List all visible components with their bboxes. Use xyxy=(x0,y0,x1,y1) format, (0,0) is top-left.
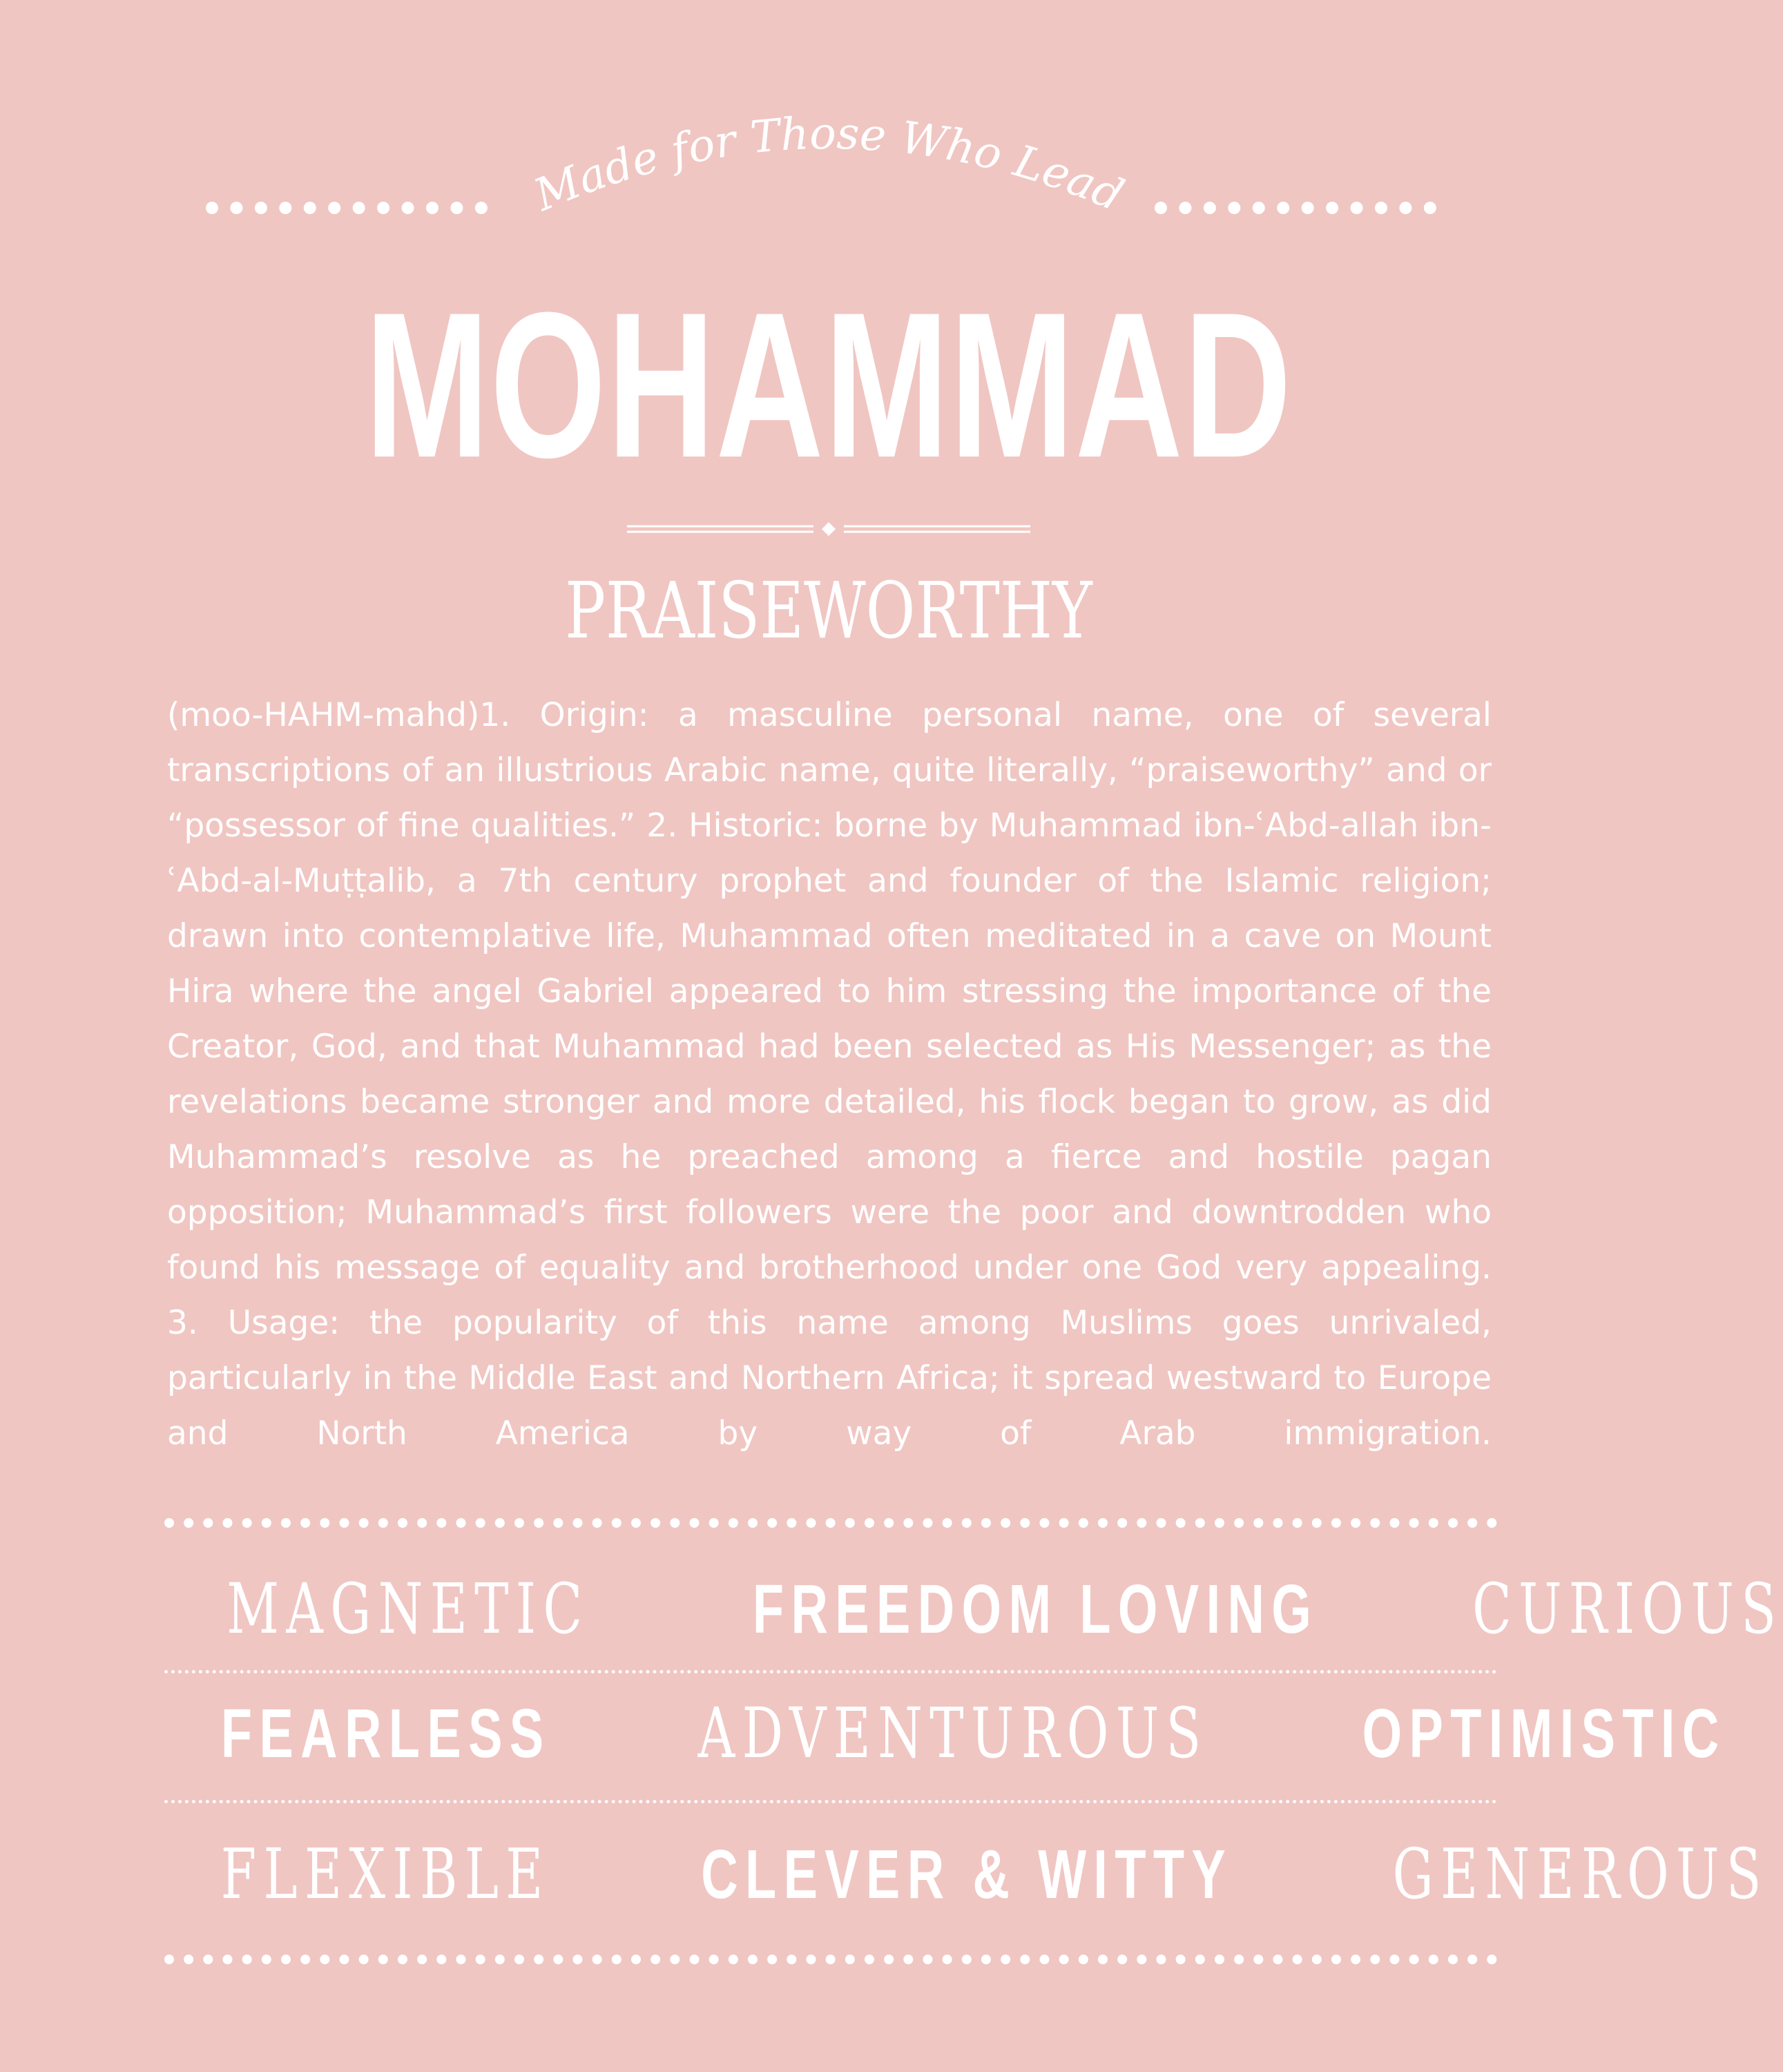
trait-fearless: FEARLESS xyxy=(220,1695,551,1772)
diamond-icon xyxy=(822,522,836,536)
trait-optimistic: OPTIMISTIC xyxy=(1362,1695,1726,1772)
definition-bottom-dotted-rule xyxy=(164,1518,1497,1528)
top-left-dotted-rule xyxy=(206,202,488,229)
ornamental-divider xyxy=(621,517,1036,541)
trait-generous: GENEROUS xyxy=(1392,1834,1768,1915)
name-definition: (moo-HAHM-mahd)1. Origin: a masculine personal name, one of several transcriptions of an illustrious Arabic name, quite literally, “praiseworthy” and or “possessor of fine qualities.” 2. Historic: borne by Muhammad ibn-ʿAbd-allah ibn-ʿAbd-al-Muṭṭalib, a 7th century prophet and founder of the Islamic religion; drawn into contemplative life, Muhammad often meditated in a cave on Mount Hira where the angel Gabriel appeared to him stressing the importance of the Creator, God, and that Muhammad had been selected as His Messenger; as the revelations became stronger and more detailed, his flock began to grow, as did Muhammad’s resolve as he preached among a fierce and hostile pagan opposition; Muhammad’s first followers were the poor and downtrodden who found his message of equality and brotherhood under one God very appealing. 3. Usage: the popularity of this name among Muslims goes unrivaled, particularly in the Middle East and Northern Africa; it spread westward to Europe and North America by way of Arab immigration. xyxy=(167,696,1492,1452)
traits-separator-2 xyxy=(164,1800,1497,1803)
trait-magnetic: MAGNETIC xyxy=(227,1569,590,1649)
first-name-heading: MOHAMMAD xyxy=(365,269,1293,501)
traits-row-1 xyxy=(163,1568,1783,1651)
trait-clever-witty: CLEVER & WITTY xyxy=(701,1836,1233,1913)
traits-row-2 xyxy=(163,1692,1726,1775)
bottom-dotted-rule xyxy=(164,1955,1497,1964)
tagline: Made for Those Who Lead xyxy=(527,108,1130,222)
tagline-arc xyxy=(0,0,1657,276)
traits-row-3 xyxy=(163,1833,1768,1916)
svg-text:Made for Those Who Lead xyxy=(527,108,1130,222)
top-right-dotted-rule xyxy=(1155,202,1436,229)
traits-separator-1 xyxy=(164,1670,1497,1673)
name-meaning: PRAISEWORTHY xyxy=(565,566,1092,656)
trait-curious: CURIOUS xyxy=(1472,1569,1783,1649)
trait-flexible: FLEXIBLE xyxy=(220,1834,550,1915)
trait-adventurous: ADVENTUROUS xyxy=(698,1693,1209,1774)
trait-freedom-loving: FREEDOM LOVING xyxy=(752,1571,1318,1648)
